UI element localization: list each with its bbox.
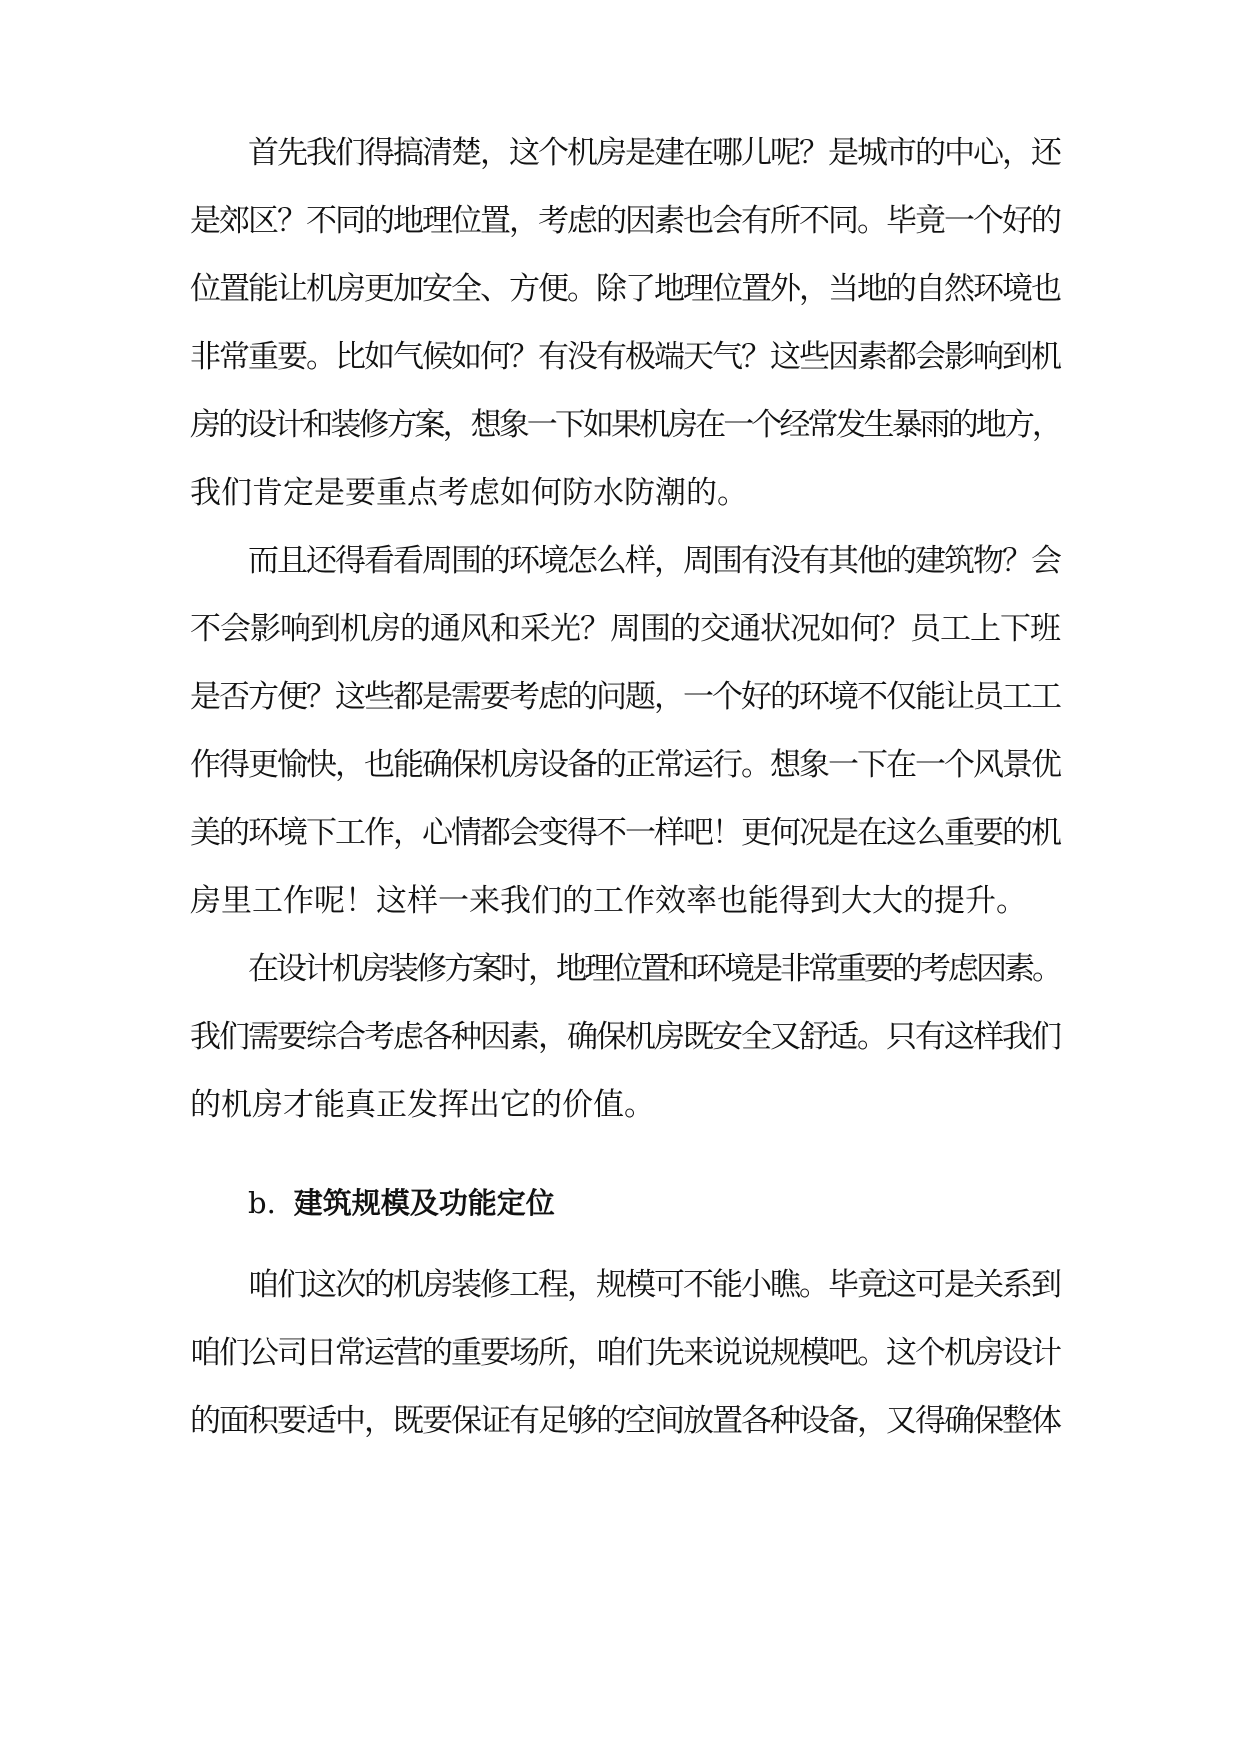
paragraph-line: 是郊区？不同的地理位置，考虑的因素也会有所不同。毕竟一个好的 xyxy=(190,203,1060,239)
paragraph-line: 我们肯定是要重点考虑如何防水防潮的。 xyxy=(190,475,748,511)
paragraph-line: 的机房才能真正发挥出它的价值。 xyxy=(190,1087,655,1123)
paragraph-line: 咱们这次的机房装修工程，规模可不能小瞧。毕竟这可是关系到 xyxy=(248,1267,1060,1303)
paragraph-line: 首先我们得搞清楚，这个机房是建在哪儿呢？是城市的中心，还 xyxy=(248,135,1060,171)
paragraph-line: 咱们公司日常运营的重要场所，咱们先来说说规模吧。这个机房设计 xyxy=(190,1335,1060,1371)
paragraph-line: 房的设计和装修方案，想象一下如果机房在一个经常发生暴雨的地方， xyxy=(190,407,1060,443)
paragraph-line: 房里工作呢！这样一来我们的工作效率也能得到大大的提升。 xyxy=(190,883,1027,919)
paragraph-line: 是否方便？这些都是需要考虑的问题，一个好的环境不仅能让员工工 xyxy=(190,679,1060,715)
section-title: 建筑规模及功能定位 xyxy=(293,1186,555,1220)
paragraph-line: 在设计机房装修方案时，地理位置和环境是非常重要的考虑因素。 xyxy=(248,951,1060,987)
paragraph-line: 位置能让机房更加安全、方便。除了地理位置外，当地的自然环境也 xyxy=(190,271,1060,307)
paragraph-line: 美的环境下工作，心情都会变得不一样吧！更何况是在这么重要的机 xyxy=(190,815,1060,851)
paragraph-line: 的面积要适中，既要保证有足够的空间放置各种设备，又得确保整体 xyxy=(190,1403,1060,1439)
paragraph-line: 不会影响到机房的通风和采光？周围的交通状况如何？员工上下班 xyxy=(190,611,1060,647)
section-heading xyxy=(248,1183,555,1223)
section-marker: b. xyxy=(248,1186,276,1220)
paragraph-line: 作得更愉快，也能确保机房设备的正常运行。想象一下在一个风景优 xyxy=(190,747,1060,783)
paragraph-line: 我们需要综合考虑各种因素，确保机房既安全又舒适。只有这样我们 xyxy=(190,1019,1060,1055)
paragraph-line: 而且还得看看周围的环境怎么样，周围有没有其他的建筑物？会 xyxy=(248,543,1060,579)
paragraph-line: 非常重要。比如气候如何？有没有极端天气？这些因素都会影响到机 xyxy=(190,339,1060,375)
